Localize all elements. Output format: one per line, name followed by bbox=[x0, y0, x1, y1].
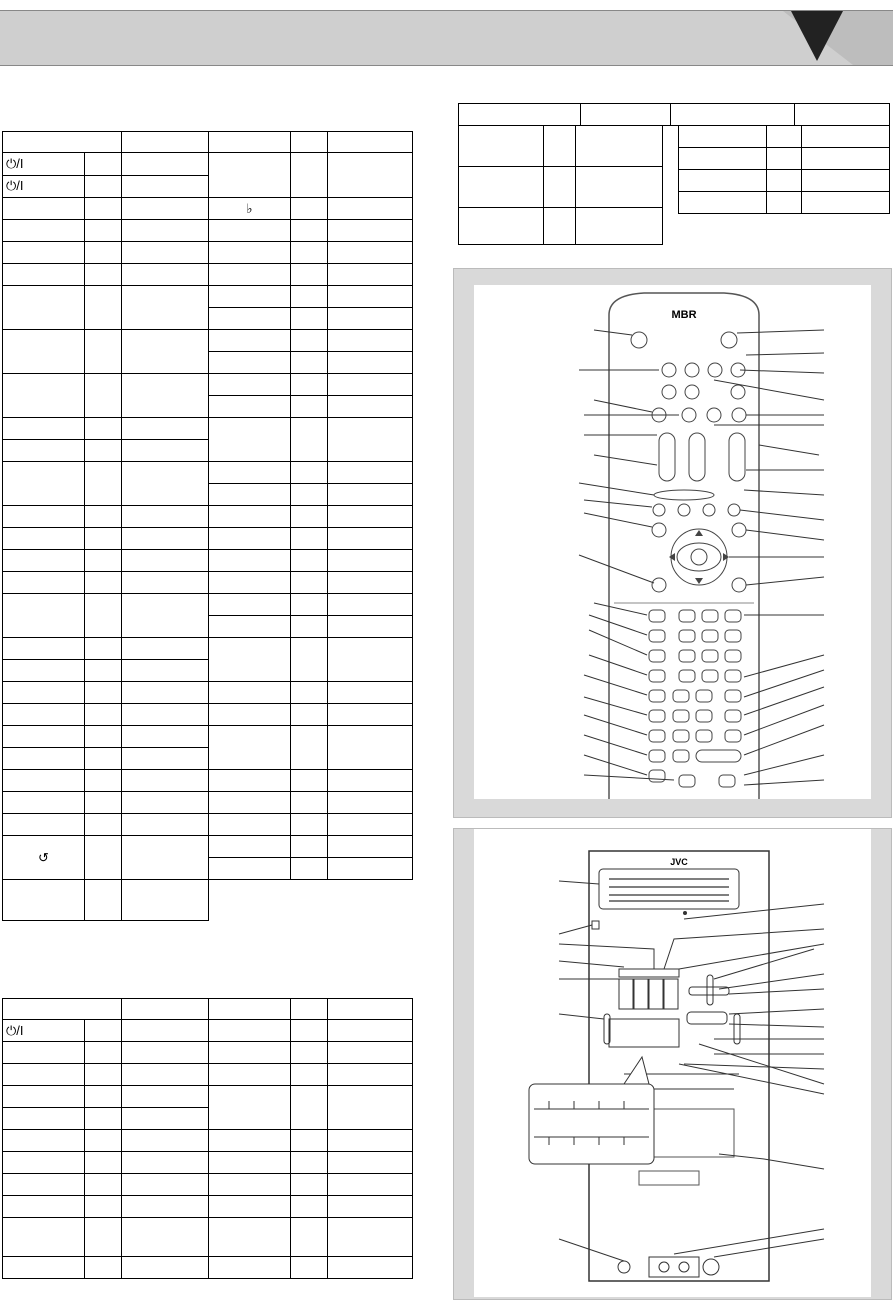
remote-buttons-table bbox=[2, 131, 413, 921]
unit-figure-panel bbox=[453, 828, 892, 1300]
button-detail-inset bbox=[529, 1084, 654, 1164]
summary-table bbox=[458, 103, 890, 126]
standby-symbol: ⏻/I bbox=[3, 1020, 85, 1042]
unit-buttons-table bbox=[2, 998, 413, 1279]
unit-brand: JVC bbox=[670, 857, 688, 867]
remote-figure-panel bbox=[453, 268, 892, 818]
unit-illustration bbox=[474, 829, 871, 1297]
repeat-symbol: ↺ bbox=[3, 836, 85, 880]
page-header-banner bbox=[0, 10, 893, 66]
flat-symbol: ♭ bbox=[209, 198, 291, 220]
corner-tab bbox=[783, 11, 893, 65]
standby-symbol: ⏻/I bbox=[3, 153, 85, 176]
summary-table-left bbox=[458, 125, 663, 245]
standby-symbol: ⏻/I bbox=[3, 175, 85, 198]
summary-table-right bbox=[678, 125, 890, 214]
remote-illustration bbox=[474, 285, 871, 799]
remote-brand: MBR bbox=[671, 309, 697, 321]
